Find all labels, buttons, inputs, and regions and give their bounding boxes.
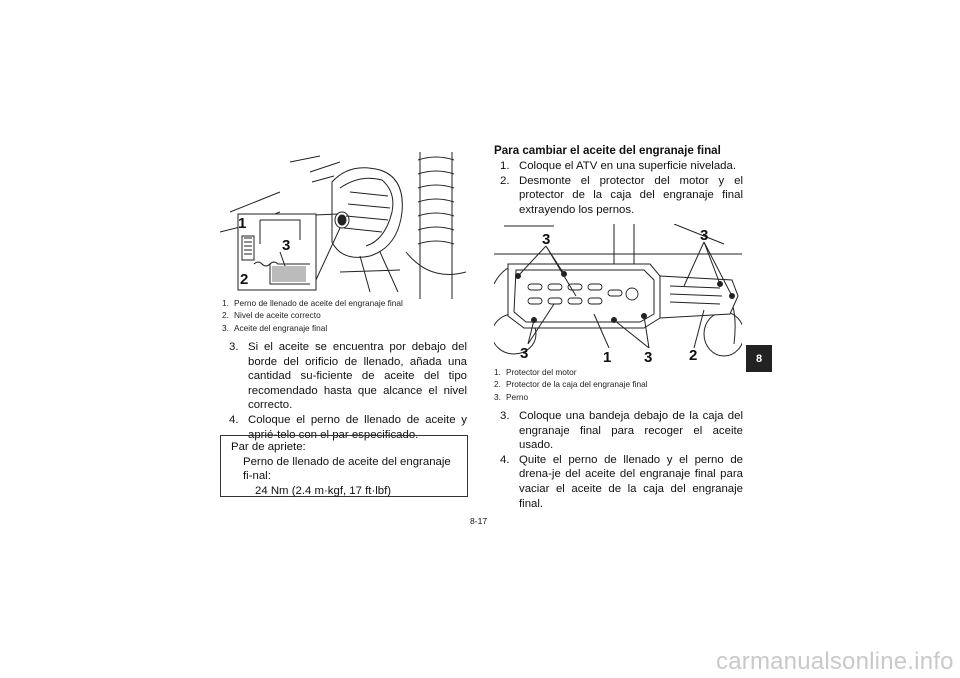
callout-3: 3 — [644, 349, 653, 364]
callout-3: 3 — [700, 227, 709, 244]
gear-oil-fill-figure — [220, 152, 466, 299]
callout-2: 2 — [689, 347, 698, 364]
gear-case-illustration — [220, 152, 466, 299]
step-item: 1. Coloque el ATV en una superficie nivelada. — [500, 160, 736, 172]
callout-3: 3 — [520, 345, 529, 362]
left-figure-caption — [222, 297, 467, 334]
page-number: 8-17 — [470, 516, 488, 526]
torque-spec-box — [220, 435, 468, 497]
step-item: 4. Coloque el perno de llenado de aceite y aprié-telo con el par especificado. — [229, 413, 467, 441]
watermark: carmanualsonline.info — [716, 648, 954, 675]
step-item: 3. Coloque una bandeja debajo de la caja del engranaje final para recoger el aceite usado. — [500, 410, 743, 452]
callout-2: 2 — [240, 271, 249, 288]
skid-plate-figure — [494, 224, 742, 364]
caption-row: 2. Nivel de aceite correcto — [222, 310, 321, 321]
step-item: 2. Desmonte el protector del motor y el protector de la caja del engranaje final extrayendo los pernos. — [500, 174, 743, 216]
spec-item: Perno de llenado de aceite del engranaje fi-nal: — [243, 455, 451, 483]
caption-row: 1. Perno de llenado de aceite del engranaje final — [222, 298, 403, 308]
right-figure-caption — [494, 366, 742, 403]
step-item: 4. Quite el perno de llenado y el perno de drena-je del aceite del engranaje final para vaciar el aceite de la caja del engranaje final. — [500, 453, 743, 510]
caption-row: 3. Perno — [494, 391, 529, 402]
callout-3: 3 — [282, 237, 291, 254]
skid-plate-illustration — [494, 224, 742, 364]
section-heading: Para cambiar el aceite del engranaje final — [494, 144, 721, 157]
callout-3: 3 — [542, 231, 551, 248]
callout-1: 1 — [603, 349, 612, 364]
spec-label: Par de apriete: — [231, 441, 306, 453]
step-item: 3. Si el aceite se encuentra por debajo del borde del orificio de llenado, añada una cantidad su-ficiente de aceite del tipo recomendado hasta que alcance el nivel correcto. — [229, 341, 467, 412]
right-steps-top — [500, 159, 743, 217]
caption-row: 3. Aceite del engranaje final — [222, 322, 328, 333]
caption-row: 2. Protector de la caja del engranaje final — [494, 379, 648, 390]
right-steps-bottom — [500, 409, 743, 511]
caption-row: 1. Protector del motor — [494, 367, 577, 377]
spec-value: 24 Nm (2.4 m·kgf, 17 ft·lbf) — [255, 484, 392, 497]
section-tab[interactable]: 8 — [746, 345, 772, 372]
left-steps — [229, 340, 467, 442]
callout-1: 1 — [238, 215, 247, 232]
